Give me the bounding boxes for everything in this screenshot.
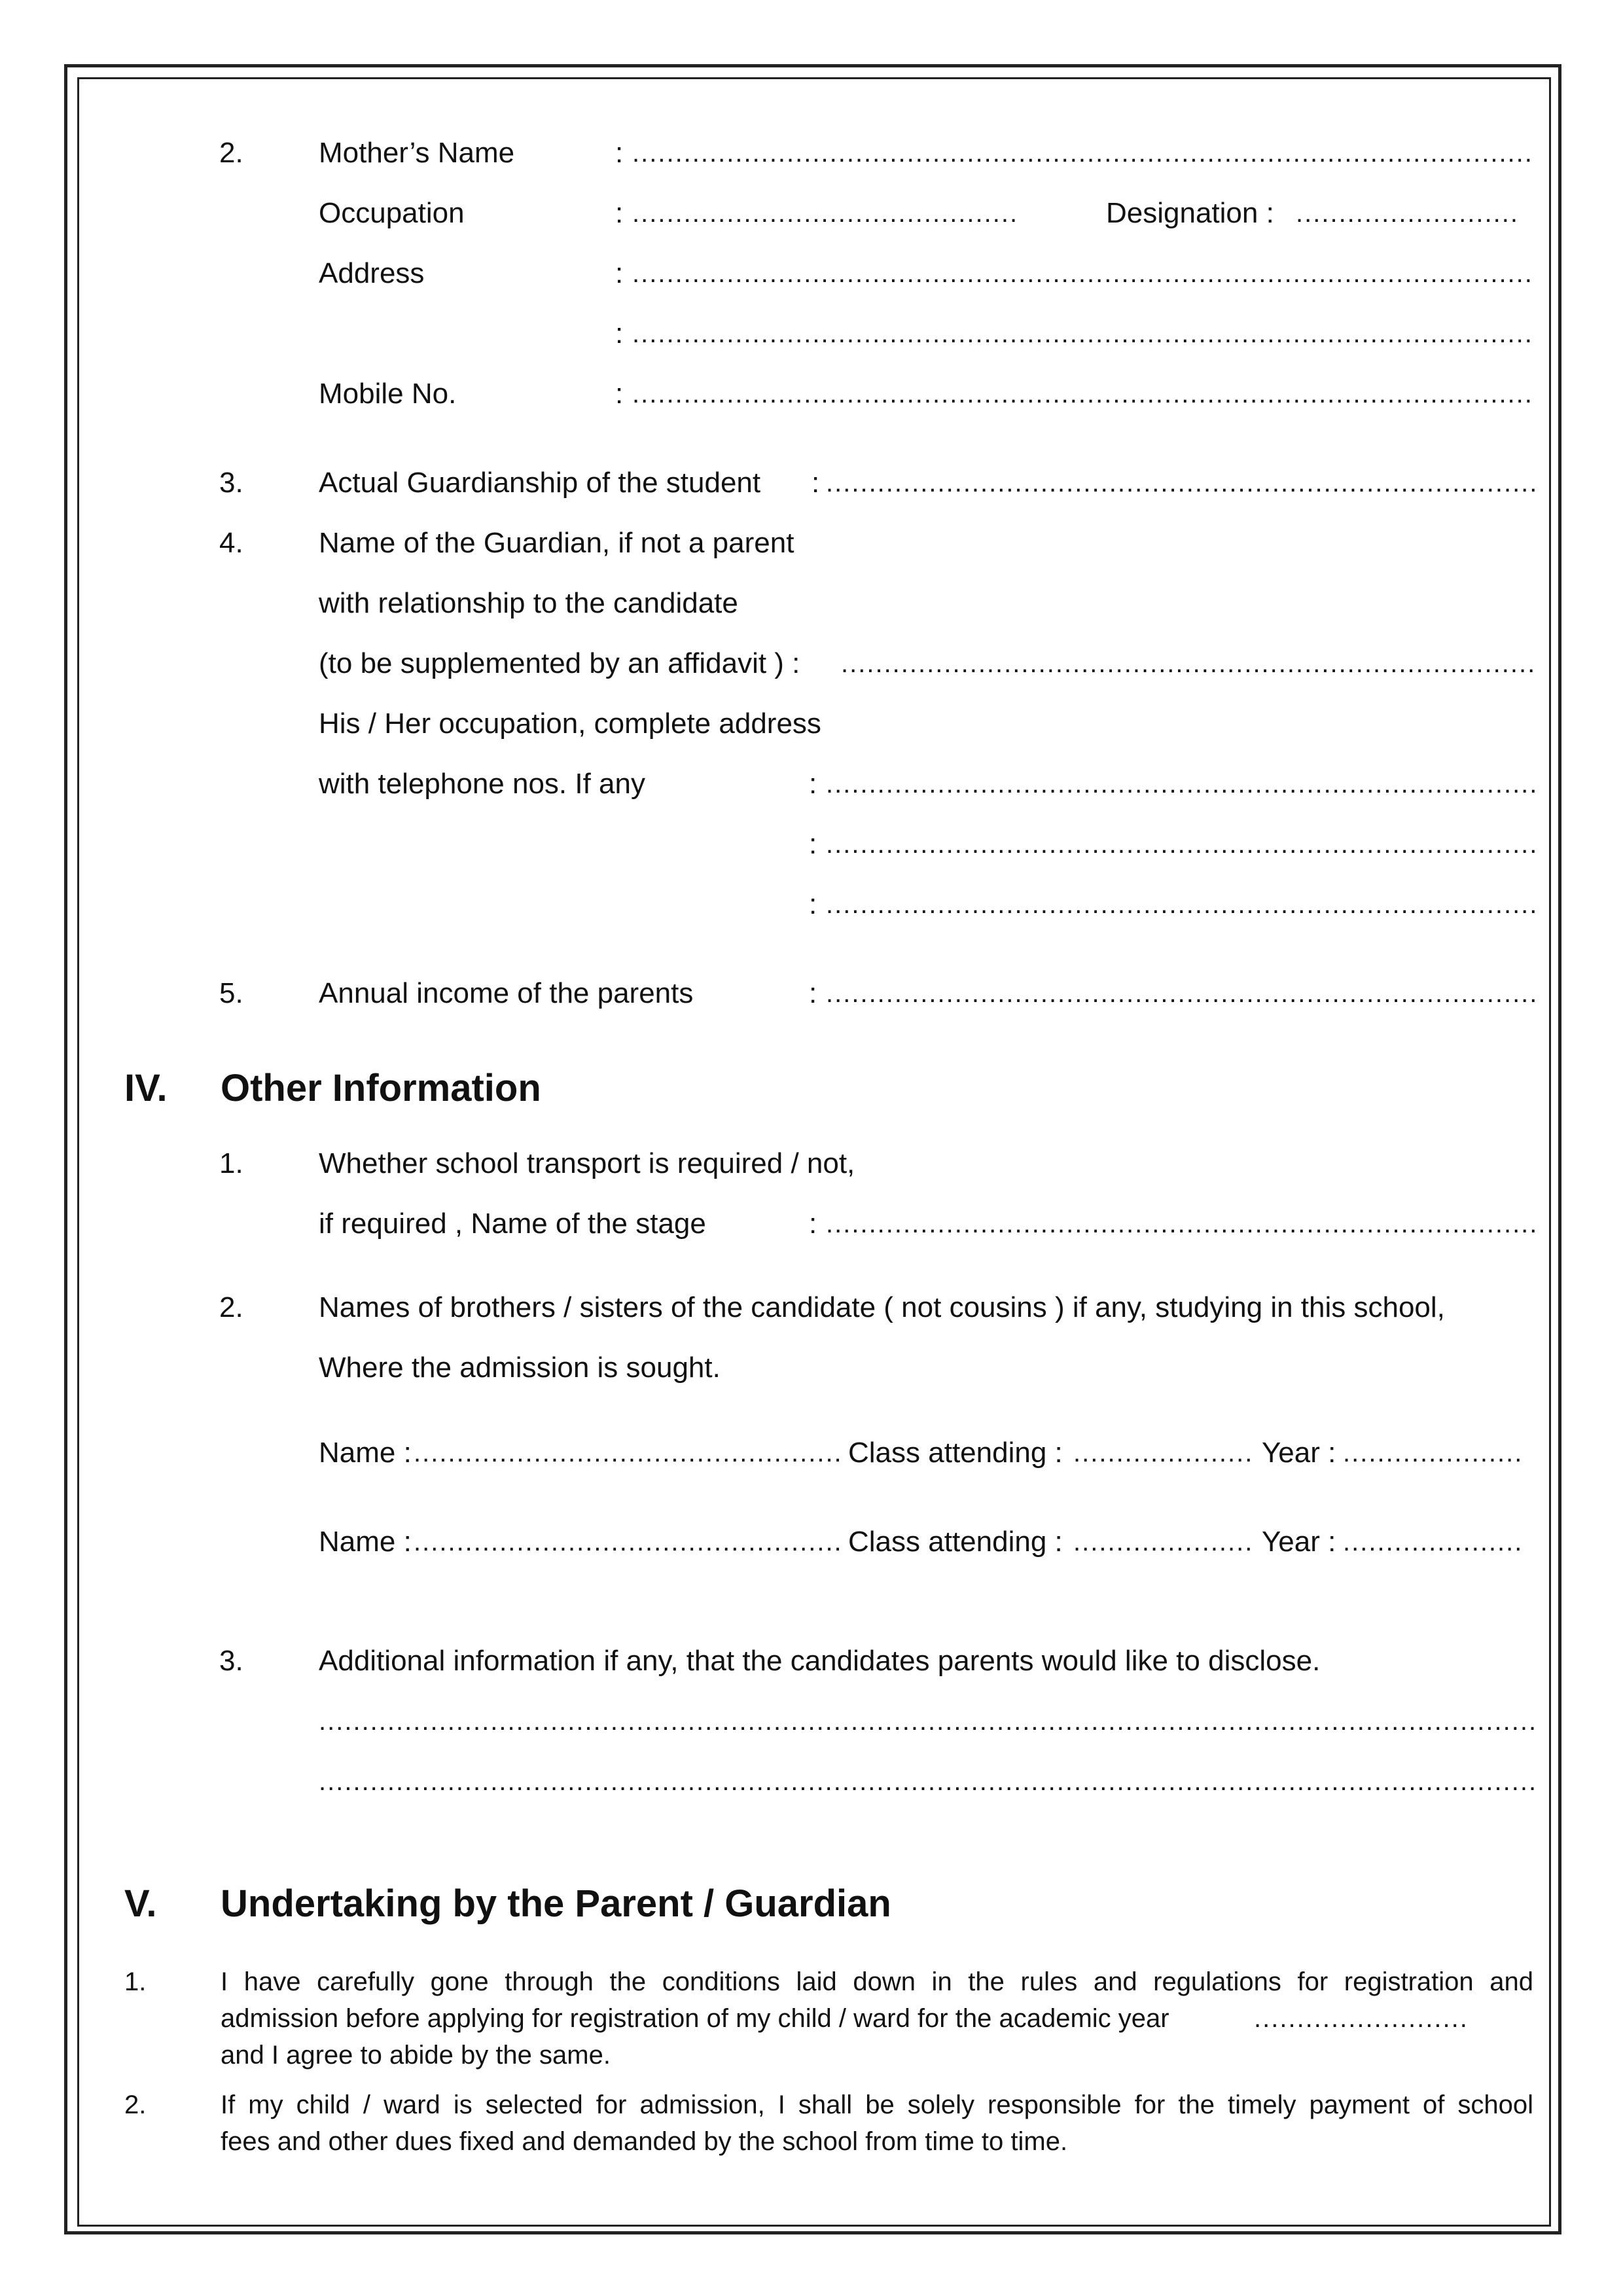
section-iv-roman: IV. bbox=[124, 1067, 168, 1109]
guardianship-label: Actual Guardianship of the student bbox=[319, 467, 761, 499]
transport-stage-field[interactable] bbox=[826, 1207, 1535, 1241]
mother-designation-label: Designation : bbox=[1106, 197, 1274, 229]
colon: : bbox=[615, 378, 624, 410]
sibling1-year-field[interactable] bbox=[1343, 1436, 1521, 1470]
undertaking-2-line1: If my child / ward is selected for admission, I shall be solely responsible for the timely payment of school bbox=[221, 2090, 1533, 2119]
colon: : bbox=[809, 1208, 817, 1240]
mother-name-field[interactable] bbox=[632, 136, 1535, 170]
section-v-title: Undertaking by the Parent / Guardian bbox=[221, 1882, 891, 1925]
income-item-number: 5. bbox=[219, 977, 243, 1009]
mother-designation-field[interactable] bbox=[1296, 196, 1518, 230]
siblings-label-line1: Names of brothers / sisters of the candidate ( not cousins ) if any, studying in this school, bbox=[319, 1291, 1445, 1323]
siblings-label-line2: Where the admission is sought. bbox=[319, 1352, 721, 1384]
siblings-item-number: 2. bbox=[219, 1291, 243, 1323]
mother-occupation-field[interactable] bbox=[632, 196, 1020, 230]
colon: : bbox=[809, 888, 817, 920]
colon: : bbox=[809, 768, 817, 800]
mother-mobile-label: Mobile No. bbox=[319, 378, 457, 410]
additional-field-2[interactable] bbox=[319, 1765, 1535, 1799]
guardian-contact-field-3[interactable] bbox=[826, 888, 1535, 922]
undertaking-2-number: 2. bbox=[124, 2090, 147, 2119]
guardian-item-number: 4. bbox=[219, 527, 243, 559]
guardian-label-line5: with telephone nos. If any bbox=[319, 768, 645, 800]
sibling1-class-label: Class attending : bbox=[848, 1437, 1063, 1469]
sibling1-class-field[interactable] bbox=[1073, 1436, 1251, 1470]
sibling1-year-label: Year : bbox=[1262, 1437, 1336, 1469]
colon: : bbox=[615, 317, 624, 350]
guardian-label-line3: (to be supplemented by an affidavit ) : bbox=[319, 647, 800, 679]
mother-address-field-2[interactable] bbox=[632, 317, 1535, 351]
undertaking-1-line3: and I agree to abide by the same. bbox=[221, 2041, 611, 2070]
transport-label-line2: if required , Name of the stage bbox=[319, 1208, 706, 1240]
undertaking-1-line1: I have carefully gone through the conditions laid down in the rules and regulations for registration and bbox=[221, 1967, 1533, 1996]
additional-item-number: 3. bbox=[219, 1645, 243, 1677]
undertaking-2-line2: fees and other dues fixed and demanded by the school from time to time. bbox=[221, 2127, 1068, 2156]
mother-occupation-label: Occupation bbox=[319, 197, 465, 229]
mother-item-number: 2. bbox=[219, 137, 243, 169]
section-v-roman: V. bbox=[124, 1882, 157, 1925]
colon: : bbox=[809, 977, 817, 1009]
additional-label: Additional information if any, that the candidates parents would like to disclose. bbox=[319, 1645, 1321, 1677]
guardian-contact-field-1[interactable] bbox=[826, 767, 1535, 801]
colon: : bbox=[809, 828, 817, 860]
transport-item-number: 1. bbox=[219, 1147, 243, 1179]
transport-label-line1: Whether school transport is required / not, bbox=[319, 1147, 855, 1179]
guardian-label-line2: with relationship to the candidate bbox=[319, 587, 738, 619]
guardian-label-line4: His / Her occupation, complete address bbox=[319, 708, 821, 740]
mother-mobile-field[interactable] bbox=[632, 377, 1535, 411]
academic-year-field[interactable] bbox=[1254, 2001, 1470, 2036]
income-label: Annual income of the parents bbox=[319, 977, 694, 1009]
mother-name-label: Mother’s Name bbox=[319, 137, 515, 169]
sibling2-class-label: Class attending : bbox=[848, 1526, 1063, 1558]
additional-field-1[interactable] bbox=[319, 1704, 1535, 1738]
sibling2-year-field[interactable] bbox=[1343, 1525, 1521, 1559]
sibling2-name-field[interactable] bbox=[414, 1525, 840, 1559]
sibling1-name-label: Name : bbox=[319, 1437, 412, 1469]
income-field[interactable] bbox=[826, 977, 1535, 1011]
sibling2-class-field[interactable] bbox=[1073, 1525, 1251, 1559]
mother-address-field-1[interactable] bbox=[632, 257, 1535, 291]
guardian-name-field[interactable] bbox=[841, 647, 1535, 681]
guardianship-field[interactable] bbox=[826, 466, 1535, 500]
undertaking-1-line2: admission before applying for registration of my child / ward for the academic year bbox=[221, 2004, 1169, 2033]
colon: : bbox=[615, 197, 624, 229]
sibling2-year-label: Year : bbox=[1262, 1526, 1336, 1558]
sibling2-name-label: Name : bbox=[319, 1526, 412, 1558]
sibling1-name-field[interactable] bbox=[414, 1436, 840, 1470]
undertaking-1-number: 1. bbox=[124, 1967, 147, 1996]
guardian-contact-field-2[interactable] bbox=[826, 827, 1535, 861]
colon: : bbox=[615, 257, 624, 289]
colon: : bbox=[812, 467, 820, 499]
colon: : bbox=[615, 137, 624, 169]
mother-address-label: Address bbox=[319, 257, 425, 289]
guardianship-item-number: 3. bbox=[219, 467, 243, 499]
section-iv-title: Other Information bbox=[221, 1067, 541, 1109]
guardian-label-line1: Name of the Guardian, if not a parent bbox=[319, 527, 794, 559]
